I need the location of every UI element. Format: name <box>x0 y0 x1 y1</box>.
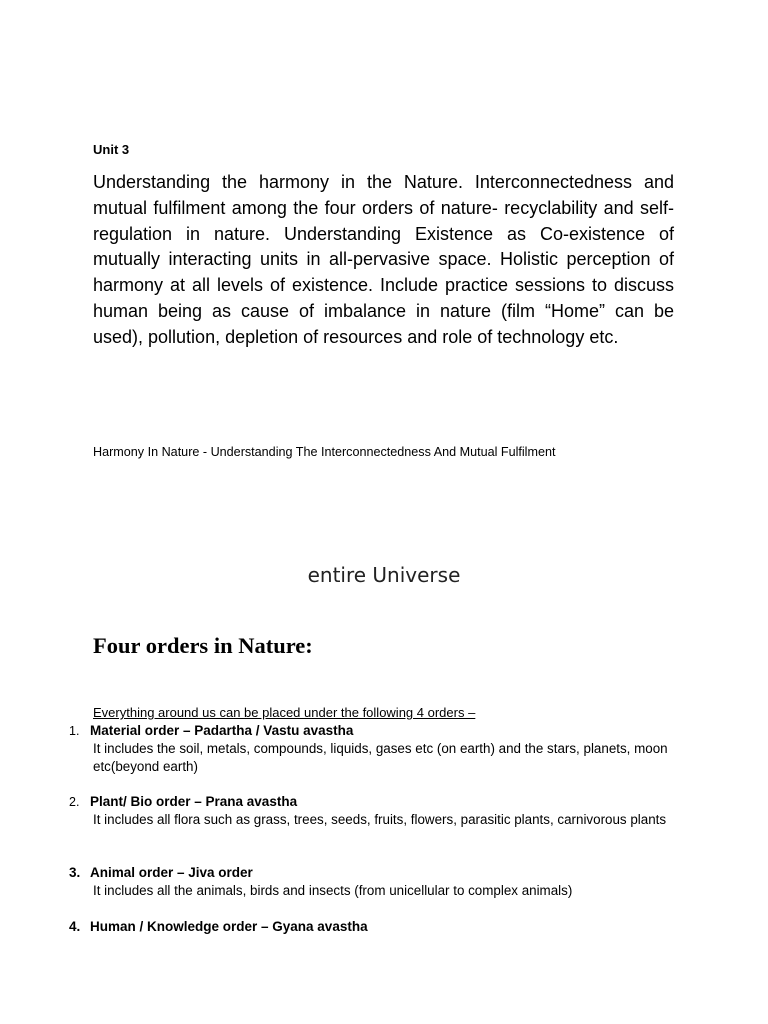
order-number: 4. <box>69 919 81 934</box>
order-description: It includes all the animals, birds and insects (from unicellular to complex animals) <box>93 883 573 898</box>
unit-label: Unit 3 <box>93 142 130 157</box>
order-title: Plant/ Bio order – Prana avastha <box>90 794 298 809</box>
order-title: Human / Knowledge order – Gyana avastha <box>90 919 368 934</box>
universe-caption: entire Universe <box>307 563 461 587</box>
order-number: 3. <box>69 865 81 880</box>
order-title: Material order – Padartha / Vastu avastha <box>90 723 354 738</box>
four-orders-heading: Four orders in Nature: <box>93 633 313 658</box>
order-description: It includes all flora such as grass, trees, seeds, fruits, flowers, parasitic plants, carnivorous plants <box>93 812 667 827</box>
order-description: It includes the soil, metals, compounds, liquids, gases etc (on earth) and the stars, planets, moon etc(beyond earth) <box>93 741 668 774</box>
order-heading <box>69 918 669 936</box>
order-item-plant <box>69 793 669 829</box>
intro-paragraph: Understanding the harmony in the Nature. Interconnectedness and mutual fulfilment among the four orders of nature- recyclability and self-regulation in nature. Understanding Existence as Co-existence of mutually interacting units in all-pervasive space. Holistic perception of harmony at all levels of existence. Include practice sessions to discuss human being as cause of imbalance in nature (film “Home” can be used), pollution, depletion of resources and role of technology etc. <box>93 172 674 347</box>
order-heading <box>69 864 669 882</box>
order-item-human <box>69 918 669 936</box>
order-number: 2. <box>69 795 80 809</box>
order-number: 1. <box>69 724 80 738</box>
order-heading <box>69 722 669 740</box>
order-item-animal <box>69 864 669 900</box>
order-heading <box>69 793 669 811</box>
order-title: Animal order – Jiva order <box>90 865 253 880</box>
section-subtitle: Harmony In Nature - Understanding The Interconnectedness And Mutual Fulfilment <box>93 445 556 459</box>
order-item-material <box>69 722 669 776</box>
orders-list-intro: Everything around us can be placed under the following 4 orders – <box>93 705 476 720</box>
